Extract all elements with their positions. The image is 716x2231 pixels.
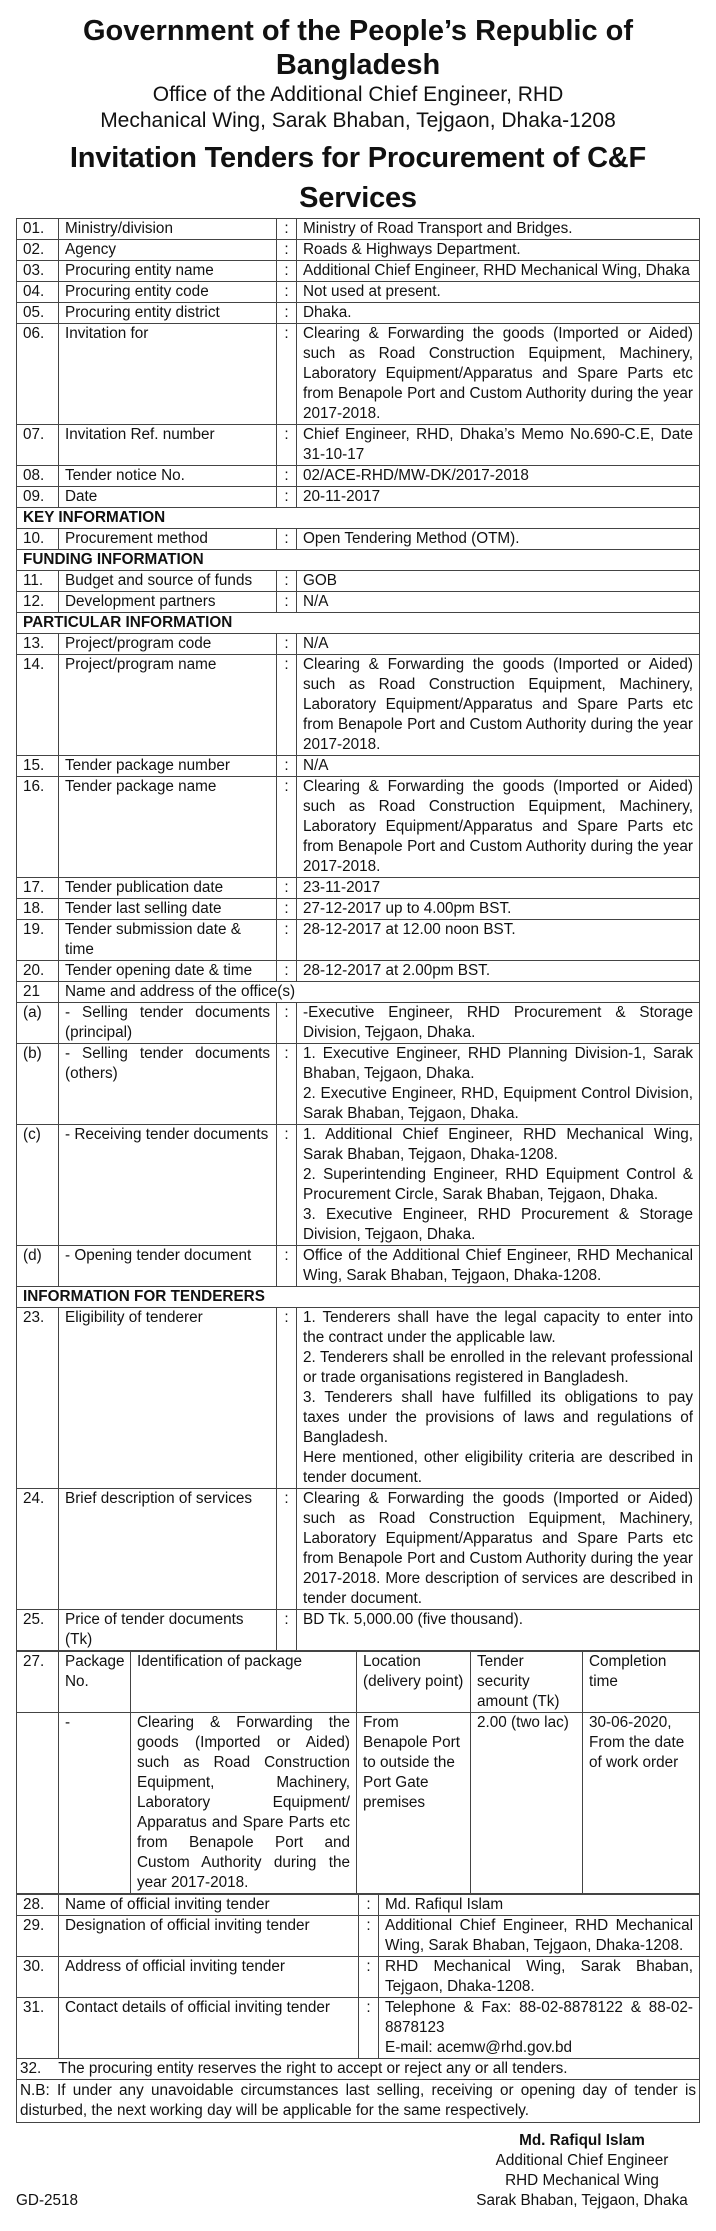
table-row bbox=[17, 1916, 700, 1957]
row-number: 10. bbox=[17, 529, 59, 550]
row-number: 07. bbox=[17, 425, 59, 466]
section-heading bbox=[17, 613, 700, 634]
row-label: Name and address of the office(s) bbox=[59, 982, 700, 1003]
colon: : bbox=[277, 219, 297, 240]
table-row bbox=[17, 756, 700, 777]
row-value: Ministry of Road Transport and Bridges. bbox=[297, 219, 700, 240]
colon: : bbox=[277, 1003, 297, 1044]
row-value bbox=[297, 1044, 700, 1125]
row-number: 14. bbox=[17, 655, 59, 756]
colon: : bbox=[277, 634, 297, 655]
package-completion: 30-06-2020, From the date of work order bbox=[583, 1713, 700, 1894]
office-item: 2. Superintending Engineer, RHD Equipment Control & Procurement Circle, Sarak Bhaban, Tejgaon, Dhaka. bbox=[303, 1166, 693, 1203]
package-identification: Clearing & Forwarding the goods (Imported or Aided) such as Road Construction Equipment, Machinery, Laboratory Equipment/ Apparatus and Spare Parts etc from Benapole Port and Custom Authority during the year 2017-2018. bbox=[131, 1713, 357, 1894]
row-number: 27. bbox=[17, 1652, 59, 1713]
row-value: 28-12-2017 at 12.00 noon BST. bbox=[297, 920, 700, 961]
row-value: Chief Engineer, RHD, Dhaka’s Memo No.690-C.E, Date 31-10-17 bbox=[297, 425, 700, 466]
colon: : bbox=[277, 756, 297, 777]
table-row bbox=[17, 1957, 700, 1998]
row-label: Tender package number bbox=[59, 756, 277, 777]
row-value: Open Tendering Method (OTM). bbox=[297, 529, 700, 550]
table-row bbox=[17, 655, 700, 756]
table-row bbox=[17, 466, 700, 487]
colon: : bbox=[359, 1916, 379, 1957]
table-row bbox=[17, 219, 700, 240]
row-value: N/A bbox=[297, 592, 700, 613]
row-value: 28-12-2017 at 2.00pm BST. bbox=[297, 961, 700, 982]
colon: : bbox=[359, 1998, 379, 2059]
signatory-name: Md. Rafiqul Islam bbox=[519, 2132, 645, 2149]
table-row bbox=[17, 1125, 700, 1246]
colon: : bbox=[277, 571, 297, 592]
row-label: Project/program name bbox=[59, 655, 277, 756]
table-row bbox=[17, 324, 700, 425]
row-label: Price of tender documents (Tk) bbox=[59, 1610, 277, 1651]
colon: : bbox=[277, 777, 297, 878]
row-number: 15. bbox=[17, 756, 59, 777]
row-value: Clearing & Forwarding the goods (Imported or Aided) such as Road Construction Equipment, Machinery, Laboratory Equipment/Apparatus and Spare Parts etc from Benapole Port and Custom Authority during the year 2017-2018. bbox=[297, 655, 700, 756]
table-row bbox=[17, 1003, 700, 1044]
notice-title: Invitation Tenders for Procurement of C&F Services bbox=[69, 142, 647, 214]
row-number: (a) bbox=[17, 1003, 59, 1044]
row-value: Not used at present. bbox=[297, 282, 700, 303]
row-number: 21 bbox=[17, 982, 59, 1003]
table-row bbox=[17, 571, 700, 592]
table-row bbox=[17, 303, 700, 324]
row-label: Ministry/division bbox=[59, 219, 277, 240]
row-value: -Executive Engineer, RHD Procurement & Storage Division, Tejgaon, Dhaka. bbox=[297, 1003, 700, 1044]
colon: : bbox=[277, 920, 297, 961]
eligibility-item: 3. Tenderers shall have fulfilled its obligations to pay taxes under the provisions of laws and regulations of Bangladesh. bbox=[303, 1389, 693, 1446]
section-funding-information: FUNDING INFORMATION bbox=[17, 550, 700, 571]
table-row bbox=[17, 1998, 700, 2059]
tender-notice bbox=[16, 0, 700, 2231]
table-row bbox=[17, 1044, 700, 1125]
row-number: 28. bbox=[17, 1895, 59, 1916]
row-label: Name of official inviting tender bbox=[59, 1895, 359, 1916]
row-value: N/A bbox=[297, 634, 700, 655]
colon: : bbox=[277, 961, 297, 982]
row-label: Procuring entity district bbox=[59, 303, 277, 324]
row-value: Roads & Highways Department. bbox=[297, 240, 700, 261]
row-value: 27-12-2017 up to 4.00pm BST. bbox=[297, 899, 700, 920]
section-information-for-tenderers: INFORMATION FOR TENDERERS bbox=[17, 1287, 700, 1308]
colon: : bbox=[277, 1044, 297, 1125]
column-header: Package No. bbox=[59, 1652, 131, 1713]
row-number: (c) bbox=[17, 1125, 59, 1246]
row-number: 12. bbox=[17, 592, 59, 613]
row-label: - Selling tender documents (others) bbox=[59, 1044, 277, 1125]
row-value: Clearing & Forwarding the goods (Imported or Aided) such as Road Construction Equipment, Machinery, Laboratory Equipment/Apparatus and Spare Parts etc from Benapole Port and Custom Authority during the year 2017-2018. bbox=[297, 324, 700, 425]
row-label: - Selling tender documents (principal) bbox=[59, 1003, 277, 1044]
row-number: 04. bbox=[17, 282, 59, 303]
eligibility-item: 2. Tenderers shall be enrolled in the relevant professional or trade organisations registered in Bangladesh. bbox=[303, 1349, 693, 1386]
colon: : bbox=[277, 592, 297, 613]
row-value: GOB bbox=[297, 571, 700, 592]
section-heading bbox=[17, 550, 700, 571]
header bbox=[16, 14, 700, 218]
table-row bbox=[17, 899, 700, 920]
eligibility-item: Here mentioned, other eligibility criteria are described in tender document. bbox=[303, 1449, 693, 1486]
row-label: Agency bbox=[59, 240, 277, 261]
reservation-note: 32. The procuring entity reserves the right to accept or reject any or all tenders. bbox=[16, 2059, 700, 2080]
row-number: 03. bbox=[17, 261, 59, 282]
colon: : bbox=[277, 529, 297, 550]
row-number: 05. bbox=[17, 303, 59, 324]
row-label: Procurement method bbox=[59, 529, 277, 550]
table-row bbox=[17, 487, 700, 508]
colon: : bbox=[277, 240, 297, 261]
office-item: 1. Executive Engineer, RHD Planning Division-1, Sarak Bhaban, Tejgaon, Dhaka. bbox=[303, 1045, 693, 1082]
signatory-wing: RHD Mechanical Wing bbox=[505, 2172, 659, 2189]
row-number: 30. bbox=[17, 1957, 59, 1998]
row-label: - Receiving tender documents bbox=[59, 1125, 277, 1246]
row-label: Procuring entity code bbox=[59, 282, 277, 303]
row-value: Office of the Additional Chief Engineer, RHD Mechanical Wing, Sarak Bhaban, Tejgaon, Dhaka-1208. bbox=[297, 1246, 700, 1287]
table-row bbox=[17, 1895, 700, 1916]
row-label: Invitation for bbox=[59, 324, 277, 425]
package-security: 2.00 (two lac) bbox=[471, 1713, 583, 1894]
office-line: Office of the Additional Chief Engineer, RHD bbox=[152, 83, 564, 106]
nb-note: N.B: If under any unavoidable circumstances last selling, receiving or opening day of tender is disturbed, the next working day will be applicable for the same respectively. bbox=[16, 2080, 700, 2123]
row-number: 08. bbox=[17, 466, 59, 487]
table-row bbox=[17, 1246, 700, 1287]
row-value: 23-11-2017 bbox=[297, 878, 700, 899]
colon: : bbox=[277, 282, 297, 303]
row-value: Clearing & Forwarding the goods (Imported or Aided) such as Road Construction Equipment, Machinery, Laboratory Equipment/Apparatus and Spare Parts etc from Benapole Port and Custom Authority during the year 2017-2018. bbox=[297, 777, 700, 878]
column-header: Completion time bbox=[583, 1652, 700, 1713]
tender-details-table bbox=[16, 218, 700, 1651]
colon: : bbox=[277, 261, 297, 282]
row-label: Invitation Ref. number bbox=[59, 425, 277, 466]
table-row bbox=[17, 982, 700, 1003]
row-number: 31. bbox=[17, 1998, 59, 2059]
office-item: 1. Additional Chief Engineer, RHD Mechanical Wing, Sarak Bhaban, Tejgaon, Dhaka-1208. bbox=[303, 1126, 693, 1163]
table-row bbox=[17, 282, 700, 303]
table-row bbox=[17, 961, 700, 982]
package-location: From Benapole Port to outside the Port Gate premises bbox=[357, 1713, 471, 1894]
table-row bbox=[17, 240, 700, 261]
section-particular-information: PARTICULAR INFORMATION bbox=[17, 613, 700, 634]
row-label: Designation of official inviting tender bbox=[59, 1916, 359, 1957]
row-number: 09. bbox=[17, 487, 59, 508]
row-number: (b) bbox=[17, 1044, 59, 1125]
row-label: - Opening tender document bbox=[59, 1246, 277, 1287]
row-value: Clearing & Forwarding the goods (Imported or Aided) such as Road Construction Equipment, Machinery, Laboratory Equipment/Apparatus and Spare Parts etc from Benapole Port and Custom Authority during the year 2017-2018. More description of services are described in tender document. bbox=[297, 1489, 700, 1610]
colon: : bbox=[277, 878, 297, 899]
row-label: Tender opening date & time bbox=[59, 961, 277, 982]
row-value: BD Tk. 5,000.00 (five thousand). bbox=[297, 1610, 700, 1651]
row-value: 02/ACE-RHD/MW-DK/2017-2018 bbox=[297, 466, 700, 487]
colon: : bbox=[277, 1308, 297, 1489]
row-number: 06. bbox=[17, 324, 59, 425]
row-number: 29. bbox=[17, 1916, 59, 1957]
colon: : bbox=[277, 899, 297, 920]
table-row bbox=[17, 529, 700, 550]
signatory-title: Additional Chief Engineer bbox=[495, 2152, 669, 2169]
table-row bbox=[17, 920, 700, 961]
row-value: Dhaka. bbox=[297, 303, 700, 324]
row-label: Budget and source of funds bbox=[59, 571, 277, 592]
colon: : bbox=[277, 487, 297, 508]
row-number: 25. bbox=[17, 1610, 59, 1651]
table-row bbox=[17, 592, 700, 613]
row-label: Address of official inviting tender bbox=[59, 1957, 359, 1998]
row-number: (d) bbox=[17, 1246, 59, 1287]
colon: : bbox=[359, 1957, 379, 1998]
row-number: 23. bbox=[17, 1308, 59, 1489]
row-value: Additional Chief Engineer, RHD Mechanical Wing, Dhaka bbox=[297, 261, 700, 282]
section-heading bbox=[17, 1287, 700, 1308]
package-number: - bbox=[59, 1713, 131, 1894]
row-number: 16. bbox=[17, 777, 59, 878]
table-row bbox=[17, 777, 700, 878]
contact-email: E-mail: acemw@rhd.gov.bd bbox=[385, 2039, 572, 2056]
row-number: 01. bbox=[17, 219, 59, 240]
office-item: 3. Executive Engineer, RHD Procurement & Storage Division, Tejgaon, Dhaka. bbox=[303, 1206, 693, 1243]
row-label: Eligibility of tenderer bbox=[59, 1308, 277, 1489]
row-number: 18. bbox=[17, 899, 59, 920]
address-line: Mechanical Wing, Sarak Bhaban, Tejgaon, Dhaka-1208 bbox=[100, 109, 616, 132]
row-label: Tender last selling date bbox=[59, 899, 277, 920]
row-label: Contact details of official inviting tender bbox=[59, 1998, 359, 2059]
row-value: 20-11-2017 bbox=[297, 487, 700, 508]
row-label: Tender publication date bbox=[59, 878, 277, 899]
row-number: 24. bbox=[17, 1489, 59, 1610]
row-number: 11. bbox=[17, 571, 59, 592]
row-number: 19. bbox=[17, 920, 59, 961]
row-number: 17. bbox=[17, 878, 59, 899]
table-row bbox=[17, 634, 700, 655]
row-label: Brief description of services bbox=[59, 1489, 277, 1610]
row-label: Tender package name bbox=[59, 777, 277, 878]
row-number: 20. bbox=[17, 961, 59, 982]
table-row bbox=[17, 1308, 700, 1489]
signatory-address: Sarak Bhaban, Tejgaon, Dhaka bbox=[476, 2192, 688, 2209]
colon: : bbox=[277, 1246, 297, 1287]
table-row bbox=[17, 1489, 700, 1610]
row-number: 13. bbox=[17, 634, 59, 655]
table-row bbox=[17, 1610, 700, 1651]
row-label: Tender submission date & time bbox=[59, 920, 277, 961]
row-value: Additional Chief Engineer, RHD Mechanical Wing, Sarak Bhaban, Tejgaon, Dhaka-1208. bbox=[379, 1916, 700, 1957]
colon: : bbox=[277, 1610, 297, 1651]
government-title: Government of the People’s Republic of Bangladesh bbox=[83, 15, 633, 81]
row-value bbox=[297, 1125, 700, 1246]
row-label: Tender notice No. bbox=[59, 466, 277, 487]
colon: : bbox=[359, 1895, 379, 1916]
section-key-information: KEY INFORMATION bbox=[17, 508, 700, 529]
package-header-row bbox=[17, 1652, 700, 1713]
column-header: Identification of package bbox=[131, 1652, 357, 1713]
official-table bbox=[16, 1894, 700, 2059]
eligibility-item: 1. Tenderers shall have the legal capacity to enter into the contract under the applicable law. bbox=[303, 1309, 693, 1346]
row-value bbox=[297, 1308, 700, 1489]
package-table bbox=[16, 1651, 700, 1894]
table-row bbox=[17, 425, 700, 466]
row-value: Md. Rafiqul Islam bbox=[379, 1895, 700, 1916]
colon: : bbox=[277, 425, 297, 466]
row-label: Project/program code bbox=[59, 634, 277, 655]
colon: : bbox=[277, 324, 297, 425]
table-row bbox=[17, 878, 700, 899]
office-item: 2. Executive Engineer, RHD, Equipment Control Division, Sarak Bhaban, Tejgaon, Dhaka. bbox=[303, 1085, 693, 1122]
row-number: 02. bbox=[17, 240, 59, 261]
row-value: RHD Mechanical Wing, Sarak Bhaban, Tejgaon, Dhaka-1208. bbox=[379, 1957, 700, 1998]
gd-number: GD-2518 bbox=[16, 2192, 79, 2209]
section-heading bbox=[17, 508, 700, 529]
row-value: N/A bbox=[297, 756, 700, 777]
row-label: Development partners bbox=[59, 592, 277, 613]
empty-cell bbox=[17, 1713, 59, 1894]
table-row bbox=[17, 261, 700, 282]
colon: : bbox=[277, 1489, 297, 1610]
package-row bbox=[17, 1713, 700, 1894]
column-header: Location (delivery point) bbox=[357, 1652, 471, 1713]
row-label: Date bbox=[59, 487, 277, 508]
colon: : bbox=[277, 1125, 297, 1246]
colon: : bbox=[277, 655, 297, 756]
row-label: Procuring entity name bbox=[59, 261, 277, 282]
colon: : bbox=[277, 303, 297, 324]
column-header: Tender security amount (Tk) bbox=[471, 1652, 583, 1713]
row-value bbox=[379, 1998, 700, 2059]
colon: : bbox=[277, 466, 297, 487]
contact-phone: Telephone & Fax: 88-02-8878122 & 88-02-8878123 bbox=[385, 1999, 693, 2036]
